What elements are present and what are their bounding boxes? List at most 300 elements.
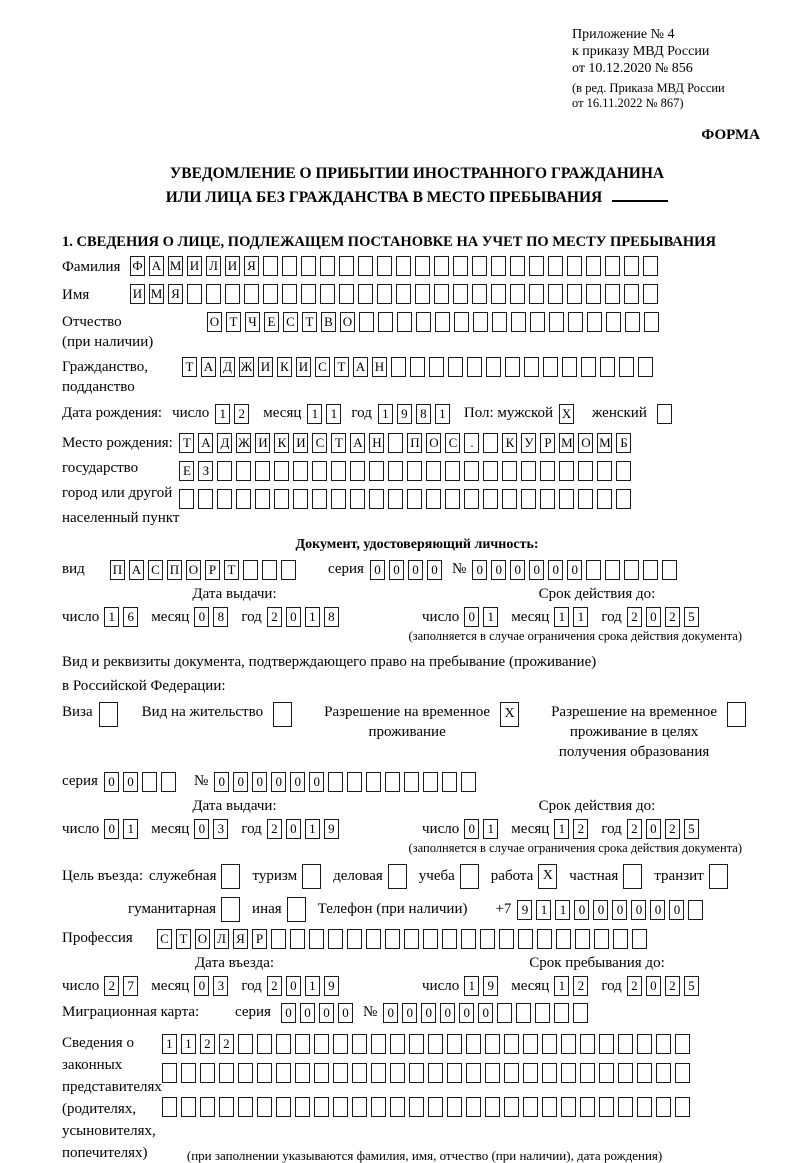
doc-kind-label: вид	[62, 561, 85, 577]
form-cell	[181, 1097, 196, 1117]
form-cell	[483, 461, 498, 481]
purpose-checkbox	[460, 864, 483, 889]
residence-permit-label: Вид на жительство	[141, 704, 264, 720]
form-cell: 1	[435, 404, 450, 424]
purpose-option-label: гуманитарная	[128, 901, 217, 917]
form-cell	[257, 1097, 272, 1117]
form-cell	[282, 284, 297, 304]
residence-issue-month	[194, 819, 232, 839]
stay-day	[464, 976, 502, 996]
birth-date-row	[62, 402, 772, 425]
representatives-label: Сведения о	[62, 1035, 134, 1051]
visa-checkbox	[99, 702, 122, 727]
identity-issue-month	[194, 607, 232, 627]
form-cell	[656, 1097, 671, 1117]
form-cell	[358, 284, 373, 304]
residence-doc-line1: Вид и реквизиты документа, подтверждающего право на пребывание (проживание)	[62, 654, 597, 670]
form-cell	[542, 1063, 557, 1083]
form-cell	[426, 461, 441, 481]
form-cell: 0	[464, 819, 479, 839]
residence-number-cells	[214, 772, 480, 792]
form-cell	[492, 312, 507, 332]
form-cell: Т	[182, 357, 197, 377]
form-cell	[448, 357, 463, 377]
citizenship-row	[62, 357, 772, 397]
form-title-line2	[62, 186, 772, 210]
form-cell: 0	[574, 900, 589, 920]
temp-residence-label-line2: проживание	[368, 724, 446, 740]
form-cell	[271, 929, 286, 949]
form-cell: Т	[179, 433, 194, 453]
form-cell: 1	[305, 819, 320, 839]
residence-issue-year	[267, 819, 343, 839]
form-cell: 0	[646, 819, 661, 839]
form-cell: И	[258, 357, 273, 377]
form-cell	[497, 1003, 512, 1023]
patronymic-row	[62, 312, 772, 352]
temp-residence-label-line1: Разрешение на временное	[324, 704, 491, 720]
purpose-option-other	[252, 897, 310, 922]
form-cell	[625, 312, 640, 332]
purpose-checkbox	[221, 864, 244, 889]
form-cell	[586, 284, 601, 304]
form-cell	[511, 312, 526, 332]
form-cell: 0	[529, 560, 544, 580]
identity-valid-date	[422, 607, 772, 627]
form-cell: 2	[573, 819, 588, 839]
residence-doc-paragraph	[62, 650, 772, 698]
purpose-option-label: иная	[252, 901, 282, 917]
form-cell: 0	[669, 900, 684, 920]
temp-residence-edu-label	[551, 702, 717, 762]
form-cell	[549, 312, 564, 332]
form-cell: 0	[646, 976, 661, 996]
doc-number-cells	[472, 560, 681, 580]
form-cell	[359, 312, 374, 332]
purpose-checkbox	[709, 864, 732, 889]
migration-number-cells	[383, 1003, 592, 1023]
form-cell	[504, 1063, 519, 1083]
form-cell	[567, 284, 582, 304]
form-cell: 0	[290, 772, 305, 792]
residence-doc-options	[62, 702, 772, 762]
form-cell	[523, 1034, 538, 1054]
form-cell: 8	[213, 607, 228, 627]
residence-issue-day	[104, 819, 142, 839]
form-cell	[675, 1097, 690, 1117]
form-cell	[302, 864, 321, 889]
residence-doc-line2: в Российской Федерации:	[62, 678, 226, 694]
form-cell	[623, 864, 642, 889]
form-cell	[287, 897, 306, 922]
month-label: месяц	[151, 608, 190, 625]
form-cell	[559, 489, 574, 509]
form-cell: 0	[491, 560, 506, 580]
form-cell	[518, 929, 533, 949]
form-cell: Б	[616, 433, 631, 453]
form-cell: 2	[200, 1034, 215, 1054]
form-cell	[643, 256, 658, 276]
entry-date	[62, 976, 407, 996]
identity-issue-day	[104, 607, 142, 627]
identity-valid-day	[464, 607, 502, 627]
form-cell	[624, 284, 639, 304]
form-cell	[295, 1063, 310, 1083]
form-cell	[219, 1063, 234, 1083]
form-cell: 0	[459, 1003, 474, 1023]
form-cell: Ж	[239, 357, 254, 377]
month-label: месяц	[511, 977, 550, 994]
form-cell: 0	[309, 772, 324, 792]
form-cell	[262, 560, 277, 580]
form-cell	[561, 1063, 576, 1083]
form-cell: 2	[627, 819, 642, 839]
form-cell: А	[201, 357, 216, 377]
form-cell	[309, 929, 324, 949]
form-cell: 0	[472, 560, 487, 580]
form-cell: С	[148, 560, 163, 580]
form-cell: А	[353, 357, 368, 377]
form-cell: 0	[286, 819, 301, 839]
form-cell: 9	[483, 976, 498, 996]
residence-issue-date	[62, 819, 407, 839]
form-cell: 0	[631, 900, 646, 920]
purpose-option-label: частная	[569, 868, 619, 884]
form-cell	[238, 1034, 253, 1054]
form-cell	[619, 357, 634, 377]
form-cell: Н	[369, 433, 384, 453]
sex-male-checkbox	[559, 404, 578, 424]
form-cell	[221, 897, 240, 922]
form-cell	[580, 1034, 595, 1054]
form-cell: О	[195, 929, 210, 949]
day-label: число	[422, 820, 460, 837]
form-cell	[464, 489, 479, 509]
phone-label: Телефон (при наличии)	[317, 901, 468, 917]
form-cell	[605, 560, 620, 580]
form-cell: В	[321, 312, 336, 332]
identity-valid-month	[554, 607, 592, 627]
residence-valid-date	[422, 819, 772, 839]
form-cell	[656, 1034, 671, 1054]
form-cell	[219, 1097, 234, 1117]
form-cell	[600, 357, 615, 377]
form-cell	[618, 1097, 633, 1117]
form-cell: 1	[554, 976, 569, 996]
form-cell: Л	[214, 929, 229, 949]
form-cell	[575, 929, 590, 949]
form-cell: 0	[478, 1003, 493, 1023]
form-cell: М	[149, 284, 164, 304]
form-cell: Ф	[130, 256, 145, 276]
form-cell	[423, 772, 438, 792]
migration-series-label: серия	[235, 1004, 271, 1020]
form-cell	[499, 929, 514, 949]
birth-place-label: государство	[62, 460, 139, 476]
birth-date-label: Дата рождения:	[62, 405, 163, 421]
form-cell	[616, 489, 631, 509]
form-cell	[472, 256, 487, 276]
year-label: год	[601, 820, 622, 837]
section1-heading: 1. СВЕДЕНИЯ О ЛИЦЕ, ПОДЛЕЖАЩЕМ ПОСТАНОВКЕ НА УЧЕТ ПО МЕСТУ ПРЕБЫВАНИЯ	[62, 234, 716, 250]
form-cell	[529, 256, 544, 276]
stay-until-date	[422, 976, 772, 996]
migration-number-label: №	[362, 1004, 378, 1020]
form-cell	[225, 284, 240, 304]
form-cell	[200, 1063, 215, 1083]
form-cell	[198, 489, 213, 509]
residence-series-label: серия	[62, 773, 98, 789]
form-cell: Д	[217, 433, 232, 453]
form-cell	[504, 1034, 519, 1054]
form-cell	[435, 312, 450, 332]
form-title	[62, 162, 772, 210]
form-cell	[637, 1034, 652, 1054]
form-cell	[390, 1097, 405, 1117]
stay-month	[554, 976, 592, 996]
form-cell	[352, 1097, 367, 1117]
form-cell: 0	[383, 1003, 398, 1023]
form-cell: 0	[421, 1003, 436, 1023]
form-cell	[542, 1097, 557, 1117]
migration-card-label: Миграционная карта:	[62, 1004, 200, 1020]
doc-number-label: №	[451, 561, 467, 577]
form-cell	[282, 256, 297, 276]
form-cell	[333, 1034, 348, 1054]
form-cell	[369, 461, 384, 481]
form-cell	[530, 312, 545, 332]
form-cell	[442, 929, 457, 949]
form-cell	[179, 489, 194, 509]
form-cell	[415, 284, 430, 304]
form-cell	[580, 1063, 595, 1083]
form-cell	[485, 1063, 500, 1083]
form-cell: 1	[573, 607, 588, 627]
birth-day-cells	[215, 404, 253, 424]
form-cell: З	[198, 461, 213, 481]
form-cell	[312, 489, 327, 509]
form-cell	[521, 461, 536, 481]
form-cell	[404, 772, 419, 792]
form-cell	[510, 284, 525, 304]
form-cell: 0	[612, 900, 627, 920]
form-cell: 1	[305, 607, 320, 627]
form-cell	[301, 284, 316, 304]
form-cell	[274, 489, 289, 509]
birth-place-label: населенный пункт	[62, 510, 180, 526]
form-cell: 1	[536, 900, 551, 920]
year-label: год	[241, 820, 262, 837]
form-cell	[510, 256, 525, 276]
form-cell: 0	[389, 560, 404, 580]
form-cell: 0	[194, 607, 209, 627]
form-cell: 0	[548, 560, 563, 580]
residence-permit-checkbox	[273, 702, 296, 727]
form-cell	[281, 560, 296, 580]
temp-residence-checkbox	[500, 702, 523, 727]
form-cell	[540, 489, 555, 509]
form-cell	[350, 461, 365, 481]
form-cell	[397, 312, 412, 332]
form-cell: Р	[540, 433, 555, 453]
purpose-option-label: транзит	[654, 868, 704, 884]
form-cell: А	[149, 256, 164, 276]
given-name-row	[62, 284, 772, 307]
form-cell: Т	[302, 312, 317, 332]
form-cell	[467, 357, 482, 377]
sex-female-checkbox	[657, 404, 676, 424]
form-cell	[429, 357, 444, 377]
form-cell: Т	[224, 560, 239, 580]
purpose-option-label: служебная	[148, 868, 217, 884]
purpose-option-label: работа	[490, 868, 534, 884]
valid-until-header: Срок действия до:	[538, 798, 656, 814]
form-cell: 0	[252, 772, 267, 792]
form-cell	[221, 864, 240, 889]
form-cell: 0	[402, 1003, 417, 1023]
purpose-checkbox	[221, 897, 244, 922]
representatives-label: законных	[62, 1057, 123, 1073]
form-cell	[675, 1034, 690, 1054]
form-cell: 2	[104, 976, 119, 996]
form-cell: Н	[372, 357, 387, 377]
form-cell	[586, 560, 601, 580]
year-label: год	[351, 405, 372, 421]
form-cell: 9	[324, 976, 339, 996]
residence-series-row	[62, 770, 772, 793]
purpose-row1	[62, 864, 772, 889]
citizenship-label	[62, 357, 182, 397]
form-cell: 0	[123, 772, 138, 792]
edition-line: от 16.11.2022 № 867)	[572, 96, 684, 110]
purpose-option-label: деловая	[333, 868, 383, 884]
form-cell	[339, 256, 354, 276]
form-cell: Р	[205, 560, 220, 580]
citizenship-label-line2: подданство	[62, 379, 135, 395]
form-cell	[709, 864, 728, 889]
surname-label: Фамилия	[62, 259, 121, 275]
form-cell	[599, 1034, 614, 1054]
form-cell	[366, 929, 381, 949]
birth-place-label: Место рождения:	[62, 435, 173, 451]
form-cell	[328, 772, 343, 792]
form-cell	[333, 1097, 348, 1117]
form-cell	[388, 864, 407, 889]
form-cell	[217, 461, 232, 481]
form-cell: Д	[220, 357, 235, 377]
form-cell: Т	[226, 312, 241, 332]
form-cell	[99, 702, 118, 727]
form-cell	[391, 357, 406, 377]
form-cell	[580, 1097, 595, 1117]
form-cell: 2	[219, 1034, 234, 1054]
form-cell: Е	[179, 461, 194, 481]
form-cell: 1	[483, 607, 498, 627]
residence-valid-month	[554, 819, 592, 839]
form-cell	[504, 1097, 519, 1117]
form-cell: А	[198, 433, 213, 453]
form-cell	[605, 284, 620, 304]
form-cell	[618, 1063, 633, 1083]
form-cell	[350, 489, 365, 509]
given-name-cells	[130, 284, 662, 304]
form-cell	[428, 1063, 443, 1083]
form-cell: 0	[194, 976, 209, 996]
form-cell: С	[157, 929, 172, 949]
form-cell	[556, 929, 571, 949]
form-cell	[347, 929, 362, 949]
form-cell: О	[207, 312, 222, 332]
form-cell: 7	[123, 976, 138, 996]
form-cell	[255, 489, 270, 509]
form-cell	[385, 929, 400, 949]
form-cell: 9	[397, 404, 412, 424]
form-cell: Я	[233, 929, 248, 949]
form-cell	[447, 1097, 462, 1117]
form-cell: А	[350, 433, 365, 453]
identity-validity-note: (заполняется в случае ограничения срока действия документа)	[408, 629, 742, 643]
form-cell: К	[502, 433, 517, 453]
form-cell: 1	[123, 819, 138, 839]
form-cell	[542, 1034, 557, 1054]
birth-place-row2-cells	[179, 461, 635, 481]
form-cell	[618, 1034, 633, 1054]
form-cell	[453, 256, 468, 276]
year-label: год	[601, 608, 622, 625]
month-label: месяц	[263, 405, 302, 421]
purpose-option-private	[569, 864, 646, 889]
form-cell: 0	[427, 560, 442, 580]
temp-residence-edu-checkbox	[727, 702, 750, 727]
form-cell	[273, 702, 292, 727]
form-cell	[142, 772, 157, 792]
form-cell	[385, 772, 400, 792]
residence-number-label: №	[193, 773, 209, 789]
birth-place-labels	[62, 431, 179, 531]
form-cell	[624, 560, 639, 580]
form-cell	[524, 357, 539, 377]
form-cell	[688, 900, 703, 920]
form-cell	[442, 772, 457, 792]
representatives-label: усыновителях,	[62, 1123, 156, 1139]
form-title-line1: УВЕДОМЛЕНИЕ О ПРИБЫТИИ ИНОСТРАННОГО ГРАЖДАНИНА	[169, 165, 665, 182]
representatives-cells-col	[162, 1032, 772, 1163]
form-cell	[409, 1097, 424, 1117]
form-cell	[217, 489, 232, 509]
form-cell: X	[500, 702, 519, 727]
day-label: число	[422, 977, 460, 994]
form-cell	[407, 461, 422, 481]
form-cell	[200, 1097, 215, 1117]
form-cell	[445, 489, 460, 509]
temp-residence-label	[324, 702, 490, 742]
form-cell	[187, 284, 202, 304]
form-cell: 5	[684, 819, 699, 839]
form-cell: К	[277, 357, 292, 377]
blank-underline	[612, 188, 668, 202]
identity-date-rows	[62, 603, 772, 627]
month-label: месяц	[511, 820, 550, 837]
form-cell: 0	[300, 1003, 315, 1023]
form-cell	[529, 284, 544, 304]
birth-month-cells	[307, 404, 345, 424]
entry-day	[104, 976, 142, 996]
form-cell	[502, 461, 517, 481]
form-cell	[236, 489, 251, 509]
given-name-label: Имя	[62, 287, 90, 303]
form-cell: М	[597, 433, 612, 453]
form-cell: С	[312, 433, 327, 453]
